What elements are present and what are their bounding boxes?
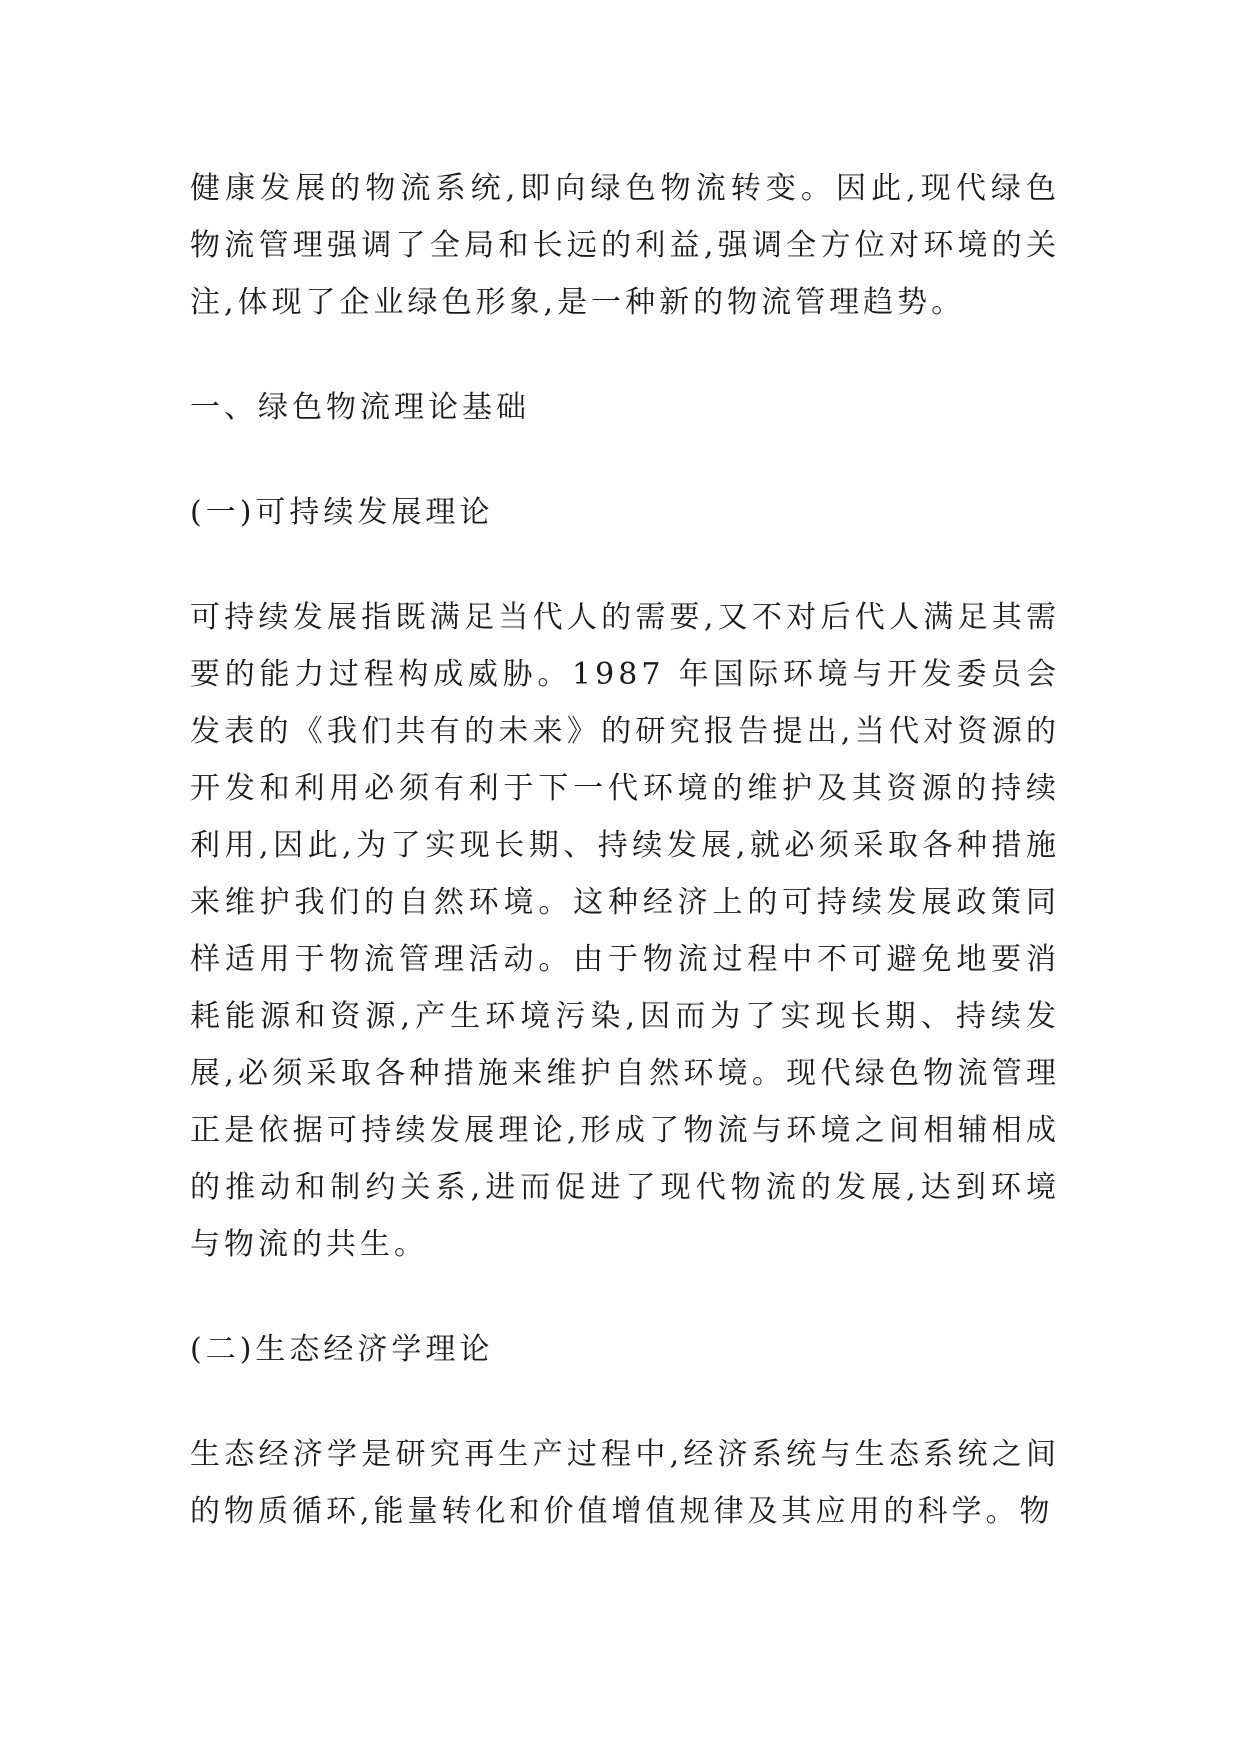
subsection-title-2: (二)生态经济学理论 (190, 1332, 494, 1367)
subsection-title-1: (一)可持续发展理论 (190, 495, 494, 530)
subsection-2-paragraph: 生态经济学是研究再生产过程中,经济系统与生态系统之间的物质循环,能量转化和价值增值规律及其应用的科学。物 (190, 1437, 1060, 1529)
subsection-1-paragraph: 可持续发展指既满足当代人的需要,又不对后代人满足其需要的能力过程构成威胁。1987 年国际环境与开发委员会发表的《我们共有的未来》的研究报告提出,当代对资源的开发和利用必须有利于下一代环境的维护及其资源的持续利用,因此,为了实现长期、持续发展,就必须采取各种措施来维护我们的自然环境。这种经济上的可持续发展政策同样适用于物流管理活动。由于物流过程中不可避免地要消耗能源和资源,产生环境污染,因而为了实现长期、持续发展,必须采取各种措施来维护自然环境。现代绿色物流管理正是依据可持续发展理论,形成了物流与环境之间相辅相成的推动和制约关系,进而促进了现代物流的发展,达到环境与物流的共生。 (190, 600, 1060, 1262)
document-body (190, 160, 1060, 1540)
section-title: 一、绿色物流理论基础 (190, 390, 530, 425)
intro-paragraph: 健康发展的物流系统,即向绿色物流转变。因此,现代绿色物流管理强调了全局和长远的利益,强调全方位对环境的关注,体现了企业绿色形象,是一种新的物流管理趋势。 (190, 171, 1060, 320)
